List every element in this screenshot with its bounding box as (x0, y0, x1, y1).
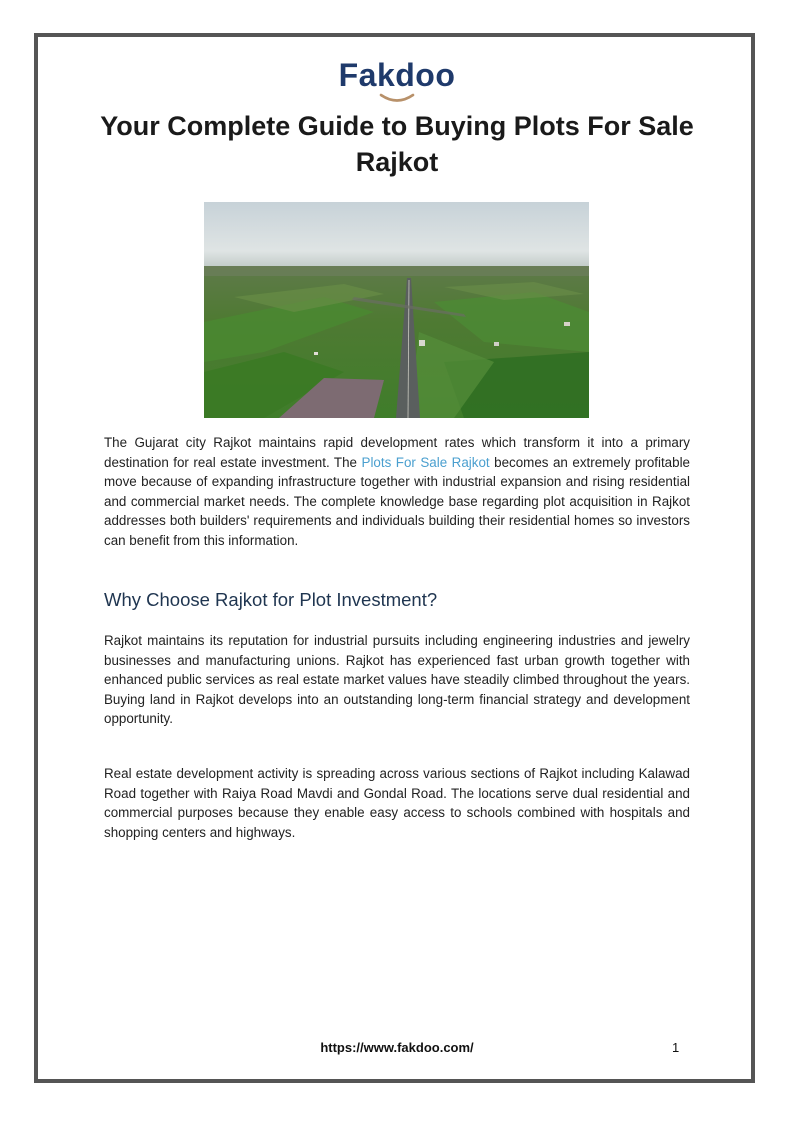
footer-url[interactable]: https://www.fakdoo.com/ (320, 1040, 474, 1055)
section-heading: Why Choose Rajkot for Plot Investment? (104, 589, 438, 610)
page-border (34, 33, 755, 1083)
intro-text-after: becomes an extremely profitable move because of expanding infrastructure together with industrial expansion and rising residential and commercial market needs. The complete knowledge base regarding plot acquisition in Rajkot addresses both builders' requirements and individuals building their residential homes so investors can benefit from this information. (104, 454, 690, 548)
logo-wordmark: Fakdoo (338, 57, 456, 93)
page-title: Your Complete Guide to Buying Plots For Sale Rajkot (100, 111, 694, 177)
hero-image (204, 202, 589, 418)
logo[interactable] (0, 56, 794, 104)
paragraph-industry: Rajkot maintains its reputation for industrial pursuits including engineering industries and jewelry businesses and manufacturing unions. Rajkot has experienced fast urban growth together with enhanced public services as real estate market values have steadily climbed throughout the years. Buying land in Rajkot develops into an outstanding long-term financial strategy and development opportunity. (104, 633, 690, 727)
intro-text-before: The Gujarat city Rajkot maintains rapid development rates which transform it into a primary destination for real estate investment. The (104, 435, 690, 470)
paragraph-locations: Real estate development activity is spreading across various sections of Rajkot including Kalawad Road together with Raiya Road Mavdi and Gondal Road. The locations serve dual residential and commercial purposes because they enable easy access to schools combined with hospitals and shopping centers and highways. (104, 766, 690, 840)
intro-paragraph (104, 433, 690, 551)
plots-for-sale-link[interactable]: Plots For Sale Rajkot (361, 454, 490, 470)
page-number: 1 (672, 1040, 680, 1055)
